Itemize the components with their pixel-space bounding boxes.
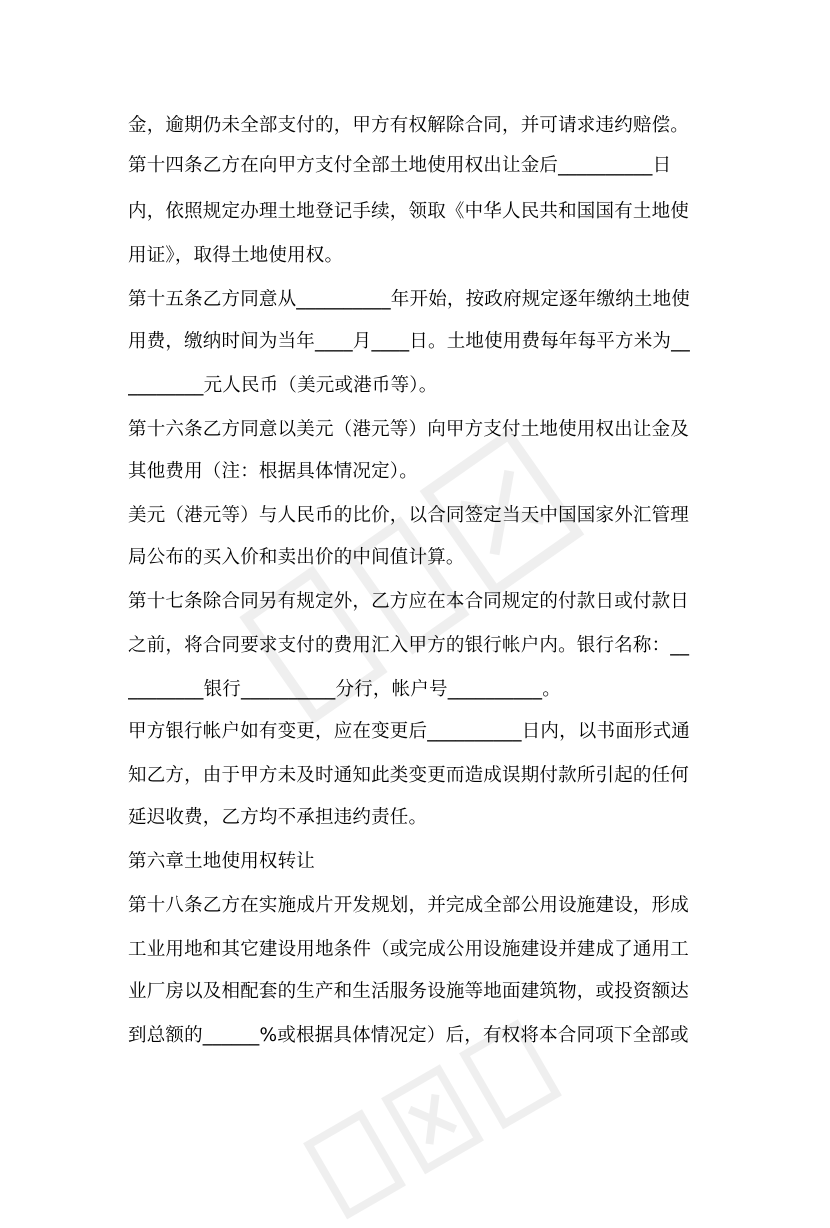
text-line: ________银行__________分行，帐户号__________。 (128, 679, 561, 700)
text-line: 用费，缴纳时间为当年____月____日。土地使用费每年每平方米为__ (128, 331, 691, 352)
section-heading: 第六章土地使用权转让 (128, 851, 316, 872)
text-line: 第十六条乙方同意以美元（港元等）向甲方支付土地使用权出让金及 (128, 419, 690, 440)
text-line: 知乙方，由于甲方未及时通知此类变更而造成误期付款所引起的任何 (128, 765, 690, 786)
text-line: 第十四条乙方在向甲方支付全部土地使用权出让金后__________日 (128, 155, 672, 176)
text-line: 业厂房以及相配套的生产和生活服务设施等地面建筑物，或投资额达 (128, 981, 690, 1002)
text-line: 甲方银行帐户如有变更，应在变更后__________日内，以书面形式通 (128, 721, 691, 742)
text-line: 金，逾期仍未全部支付的，甲方有权解除合同，并可请求违约赔偿。 (128, 115, 690, 136)
text-line: ________元人民币（美元或港币等）。 (128, 375, 438, 396)
text-line: 第十八条乙方在实施成片开发规划，并完成全部公用设施建设，形成 (128, 895, 690, 916)
text-line: 第十七条除合同另有规定外，乙方应在本合同规定的付款日或付款日 (128, 591, 690, 612)
text-line: 内，依照规定办理土地登记手续，领取《中华人民共和国国有土地使 (128, 201, 690, 222)
text-line: 工业用地和其它建设用地条件（或完成公用设施建设并建成了通用工 (128, 939, 690, 960)
text-line: 局公布的买入价和卖出价的中间值计算。 (128, 547, 465, 568)
text-line: 第十五条乙方同意从__________年开始，按政府规定逐年缴纳土地使 (128, 289, 691, 310)
text-line: 美元（港元等）与人民币的比价，以合同签定当天中国国家外汇管理 (128, 505, 690, 526)
text-line: 之前，将合同要求支付的费用汇入甲方的银行帐户内。银行名称：__ (128, 635, 690, 656)
text-line: 延迟收费，乙方均不承担违约责任。 (128, 807, 428, 828)
text-line: 其他费用（注：根据具体情况定）。 (128, 461, 418, 482)
text-line: 用证》，取得土地使用权。 (128, 245, 344, 266)
text-line: 到总额的______%或根据具体情况定）后，有权将本合同项下全部或 (128, 1025, 689, 1046)
